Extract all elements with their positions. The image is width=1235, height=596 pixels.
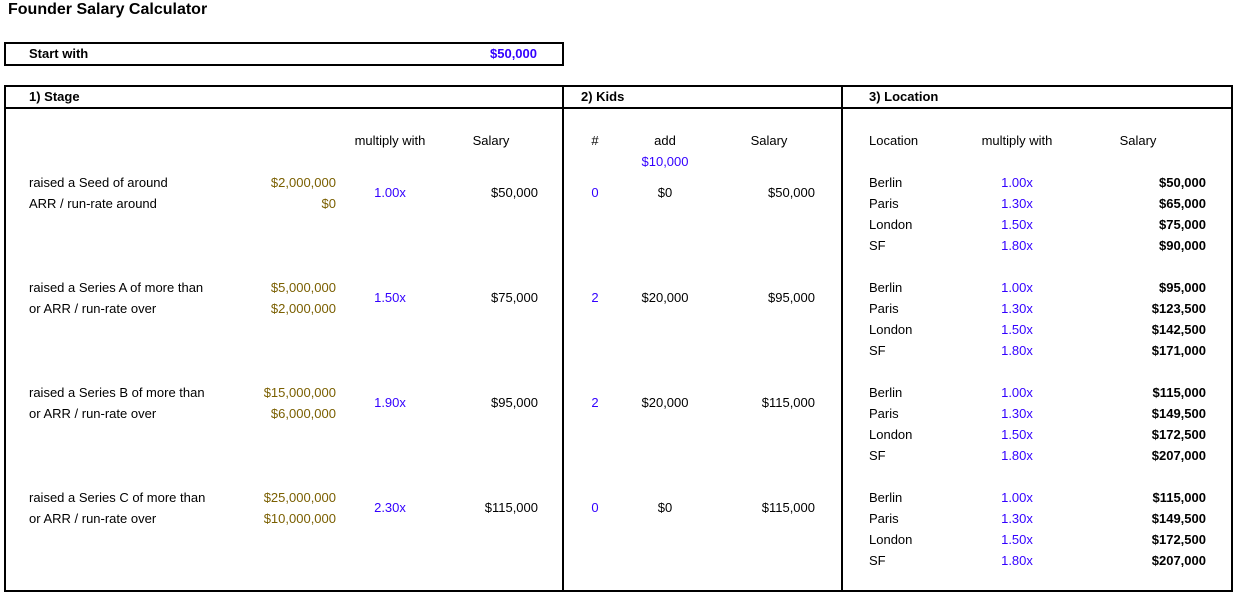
stage-arr-amount[interactable]: $2,000,000	[270, 301, 336, 316]
location-salary: $142,500	[1151, 322, 1206, 337]
location-salary: $149,500	[1151, 406, 1206, 421]
stage-arr-amount[interactable]: $0	[321, 196, 336, 211]
location-name: Berlin	[869, 385, 903, 400]
loc-multiply-header: multiply with	[981, 133, 1053, 148]
location-salary: $65,000	[1159, 196, 1206, 211]
location-multiplier[interactable]: 1.00x	[1001, 280, 1033, 295]
stage-description-line2: or ARR / run-rate over	[29, 406, 157, 421]
kids-salary: $115,000	[761, 395, 815, 410]
stage-multiplier[interactable]: 1.90x	[374, 395, 406, 410]
stage-salary: $50,000	[491, 185, 538, 200]
location-multiplier[interactable]: 1.30x	[1001, 511, 1033, 526]
location-multiplier[interactable]: 1.50x	[1001, 322, 1033, 337]
location-salary: $172,500	[1151, 532, 1206, 547]
section-kids-header: 2) Kids	[581, 89, 625, 104]
kids-add-header: add	[654, 133, 676, 148]
location-name: Paris	[869, 406, 899, 421]
location-name: Berlin	[869, 175, 903, 190]
stage-raised-amount[interactable]: $5,000,000	[270, 280, 336, 295]
kids-salary-header: Salary	[750, 133, 788, 148]
kids-add-amount: $20,000	[641, 290, 689, 305]
start-with-value[interactable]: $50,000	[490, 46, 537, 61]
stage-raised-amount[interactable]: $25,000,000	[263, 490, 336, 505]
location-salary: $115,000	[1152, 490, 1206, 505]
kids-salary: $115,000	[761, 500, 815, 515]
kids-add-amount: $0	[657, 500, 673, 515]
kids-count[interactable]: 0	[591, 500, 599, 515]
stage-multiplier[interactable]: 1.00x	[374, 185, 406, 200]
kids-location-divider	[841, 85, 843, 592]
stage-salary-header: Salary	[472, 133, 510, 148]
location-name: London	[869, 322, 913, 337]
location-multiplier[interactable]: 1.30x	[1001, 301, 1033, 316]
location-salary: $172,500	[1151, 427, 1206, 442]
location-salary: $115,000	[1152, 385, 1206, 400]
location-name: London	[869, 217, 913, 232]
location-salary: $171,000	[1151, 343, 1206, 358]
stage-description-line1: raised a Seed of around	[29, 175, 168, 190]
location-name: London	[869, 427, 913, 442]
header-divider	[4, 107, 1233, 109]
stage-arr-amount[interactable]: $6,000,000	[270, 406, 336, 421]
stage-multiplier[interactable]: 2.30x	[374, 500, 406, 515]
stage-description-line1: raised a Series B of more than	[29, 385, 205, 400]
stage-multiply-header: multiply with	[354, 133, 426, 148]
stage-description-line1: raised a Series A of more than	[29, 280, 204, 295]
location-multiplier[interactable]: 1.00x	[1001, 385, 1033, 400]
location-salary: $90,000	[1159, 238, 1206, 253]
location-name: London	[869, 532, 913, 547]
location-multiplier[interactable]: 1.50x	[1001, 217, 1033, 232]
stage-salary: $75,000	[491, 290, 538, 305]
stage-description-line2: or ARR / run-rate over	[29, 301, 157, 316]
location-multiplier[interactable]: 1.80x	[1001, 448, 1033, 463]
location-salary: $123,500	[1151, 301, 1206, 316]
stage-description-line2: or ARR / run-rate over	[29, 511, 157, 526]
page-title: Founder Salary Calculator	[8, 1, 208, 18]
kids-add-amount: $20,000	[641, 395, 689, 410]
stage-raised-amount[interactable]: $2,000,000	[270, 175, 336, 190]
stage-arr-amount[interactable]: $10,000,000	[263, 511, 336, 526]
location-salary: $149,500	[1151, 511, 1206, 526]
kids-add-value[interactable]: $10,000	[641, 154, 689, 169]
location-name: SF	[869, 448, 886, 463]
stage-salary: $115,000	[484, 500, 538, 515]
location-name: SF	[869, 343, 886, 358]
location-salary: $50,000	[1159, 175, 1206, 190]
stage-description-line2: ARR / run-rate around	[29, 196, 157, 211]
stage-description-line1: raised a Series C of more than	[29, 490, 206, 505]
location-salary: $207,000	[1151, 553, 1206, 568]
location-salary: $75,000	[1159, 217, 1206, 232]
stage-salary: $95,000	[491, 395, 538, 410]
location-multiplier[interactable]: 1.00x	[1001, 490, 1033, 505]
location-multiplier[interactable]: 1.80x	[1001, 343, 1033, 358]
kids-add-amount: $0	[657, 185, 673, 200]
kids-salary: $95,000	[768, 290, 815, 305]
location-name: Paris	[869, 196, 899, 211]
section-location-header: 3) Location	[869, 89, 939, 104]
start-with-label: Start with	[29, 46, 89, 61]
section-stage-header: 1) Stage	[29, 89, 80, 104]
location-name: SF	[869, 553, 886, 568]
kids-count[interactable]: 2	[591, 290, 599, 305]
location-name: Paris	[869, 301, 899, 316]
location-salary: $95,000	[1159, 280, 1206, 295]
location-salary: $207,000	[1151, 448, 1206, 463]
location-name: Berlin	[869, 490, 903, 505]
location-multiplier[interactable]: 1.50x	[1001, 532, 1033, 547]
kids-salary: $50,000	[768, 185, 815, 200]
location-multiplier[interactable]: 1.50x	[1001, 427, 1033, 442]
location-multiplier[interactable]: 1.00x	[1001, 175, 1033, 190]
location-name: SF	[869, 238, 886, 253]
location-multiplier[interactable]: 1.80x	[1001, 553, 1033, 568]
loc-salary-header: Salary	[1119, 133, 1157, 148]
loc-location-header: Location	[869, 133, 919, 148]
stage-multiplier[interactable]: 1.50x	[374, 290, 406, 305]
stage-raised-amount[interactable]: $15,000,000	[263, 385, 336, 400]
kids-count[interactable]: 0	[591, 185, 599, 200]
location-multiplier[interactable]: 1.30x	[1001, 406, 1033, 421]
location-multiplier[interactable]: 1.30x	[1001, 196, 1033, 211]
location-name: Berlin	[869, 280, 903, 295]
kids-number-header: #	[591, 133, 599, 148]
location-name: Paris	[869, 511, 899, 526]
location-multiplier[interactable]: 1.80x	[1001, 238, 1033, 253]
stage-kids-divider	[562, 85, 564, 592]
kids-count[interactable]: 2	[591, 395, 599, 410]
